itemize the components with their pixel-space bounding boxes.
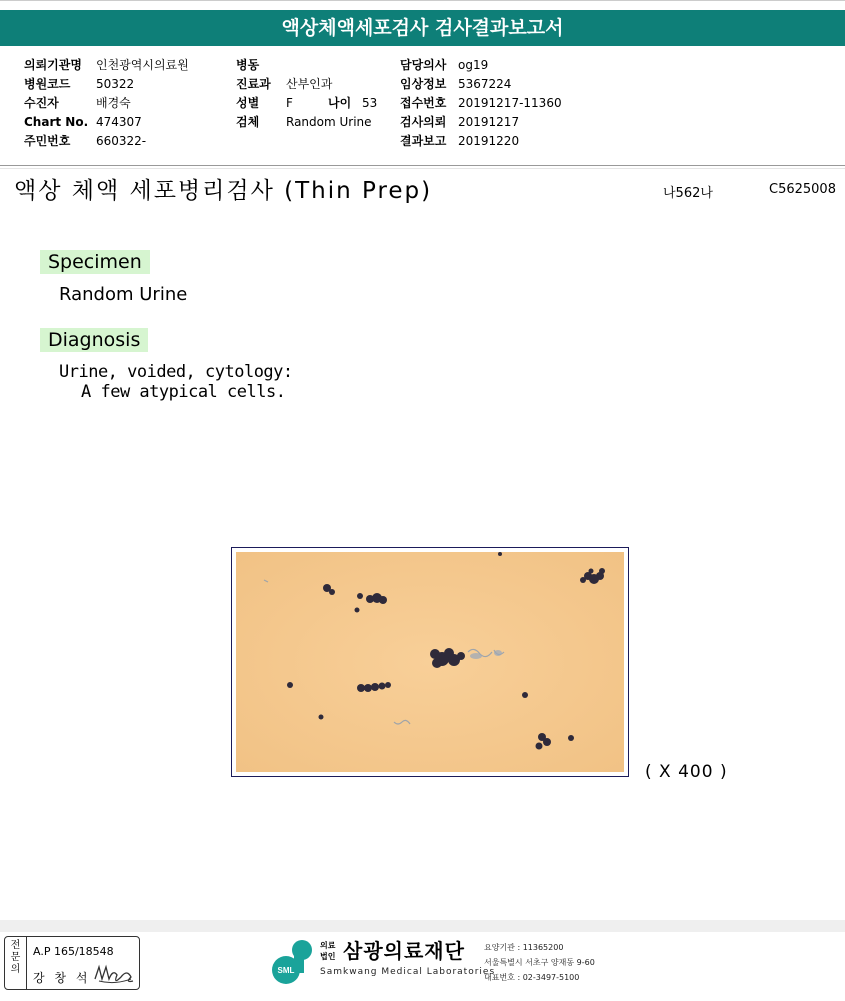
info-row bbox=[236, 75, 377, 94]
info-value: 인천광역시의료원 bbox=[96, 58, 189, 72]
specimen-value: Random Urine bbox=[59, 284, 188, 305]
diagnosis-line-2: A few atypical cells. bbox=[81, 382, 286, 402]
report-header-title: 액상체액세포검사 검사결과보고서 bbox=[0, 10, 845, 46]
specialist-label bbox=[5, 937, 27, 989]
section-divider bbox=[0, 168, 845, 169]
info-label: 주민번호 bbox=[24, 134, 71, 148]
info-label: 담당의사 bbox=[400, 58, 447, 72]
diagnosis-text bbox=[59, 362, 293, 402]
info-label: 병원코드 bbox=[24, 77, 71, 91]
report-footer bbox=[0, 933, 845, 1001]
info-value: 20191220 bbox=[458, 134, 520, 148]
foundation-contact-info bbox=[484, 940, 595, 985]
info-row bbox=[400, 94, 562, 113]
specialist-char: 전 bbox=[10, 940, 21, 951]
specialist-char: 의 bbox=[10, 964, 21, 975]
info-label: 의뢰기관명 bbox=[24, 58, 82, 72]
info-column-3 bbox=[400, 56, 562, 151]
info-label: 진료과 bbox=[236, 77, 271, 91]
info-row bbox=[400, 132, 562, 151]
report-title: 액상 체액 세포병리검사 (Thin Prep) bbox=[14, 178, 433, 204]
report-code-2: C5625008 bbox=[769, 182, 836, 197]
logo-mark-text: SML bbox=[277, 966, 295, 975]
info-label: 병동 bbox=[236, 58, 260, 72]
foundation-phone: 대표번호 : 02-3497-5100 bbox=[484, 973, 580, 982]
info-label: 검사의뢰 bbox=[400, 115, 447, 129]
info-row bbox=[24, 132, 189, 151]
age-label: 나이 bbox=[328, 96, 352, 110]
info-value: 배경숙 bbox=[96, 96, 131, 110]
info-value: og19 bbox=[458, 58, 489, 72]
info-row bbox=[400, 75, 562, 94]
patient-info-block bbox=[0, 56, 845, 156]
info-label: 접수번호 bbox=[400, 96, 447, 110]
info-value: 20191217 bbox=[458, 115, 520, 129]
info-label: 성별 bbox=[236, 96, 260, 110]
info-value: 산부인과 bbox=[286, 77, 333, 91]
pathologist-name: 강 창 석 bbox=[33, 971, 91, 985]
institution-code: 요양기관 : 11365200 bbox=[484, 943, 564, 952]
info-label: 임상정보 bbox=[400, 77, 447, 91]
info-row bbox=[400, 56, 562, 75]
diagnosis-line-1: Urine, voided, cytology: bbox=[59, 362, 293, 382]
info-row bbox=[236, 56, 377, 75]
report-code-1: 나562나 bbox=[663, 186, 713, 201]
cytology-image-frame bbox=[231, 547, 629, 777]
info-label: 결과보고 bbox=[400, 134, 447, 148]
info-row bbox=[24, 75, 189, 94]
logo-tag bbox=[320, 940, 335, 962]
info-row bbox=[400, 113, 562, 132]
sml-logo-icon bbox=[270, 937, 316, 987]
info-value: 660322- bbox=[96, 134, 147, 148]
info-row bbox=[24, 56, 189, 75]
section-divider bbox=[0, 165, 845, 166]
info-column-1 bbox=[24, 56, 189, 151]
diagnosis-label: Diagnosis bbox=[40, 328, 148, 352]
info-value: Random Urine bbox=[286, 115, 372, 129]
top-rule bbox=[0, 0, 845, 1]
pathologist-license: A.P 165/18548 bbox=[33, 945, 114, 958]
foundation-address: 서울특별시 서초구 양재동 9-60 bbox=[484, 958, 595, 967]
age-value: 53 bbox=[362, 96, 378, 110]
info-row bbox=[24, 94, 189, 113]
footer-band bbox=[0, 920, 845, 932]
pathologist-signature-box bbox=[4, 936, 140, 990]
foundation-name: 삼광의료재단 bbox=[343, 939, 465, 963]
info-value: F bbox=[286, 96, 293, 110]
magnification-label: ( X 400 ) bbox=[645, 762, 728, 782]
signature-scribble-icon bbox=[93, 963, 135, 985]
info-row bbox=[236, 94, 377, 113]
info-value: 50322 bbox=[96, 77, 135, 91]
info-column-2 bbox=[236, 56, 377, 132]
foundation-name-en: Samkwang Medical Laboratories bbox=[320, 967, 496, 977]
cytology-micrograph bbox=[236, 552, 624, 772]
info-label: Chart No. bbox=[24, 115, 89, 129]
logo-tag-line: 의료 bbox=[320, 941, 336, 950]
specimen-label: Specimen bbox=[40, 250, 150, 274]
info-value: 20191217-11360 bbox=[458, 96, 562, 110]
info-row bbox=[236, 113, 377, 132]
info-label: 수진자 bbox=[24, 96, 59, 110]
info-row bbox=[24, 113, 189, 132]
info-value: 5367224 bbox=[458, 77, 512, 91]
info-label: 검체 bbox=[236, 115, 260, 129]
info-value: 474307 bbox=[96, 115, 142, 129]
logo-tag-line: 법인 bbox=[320, 952, 336, 961]
specialist-char: 문 bbox=[10, 952, 21, 963]
